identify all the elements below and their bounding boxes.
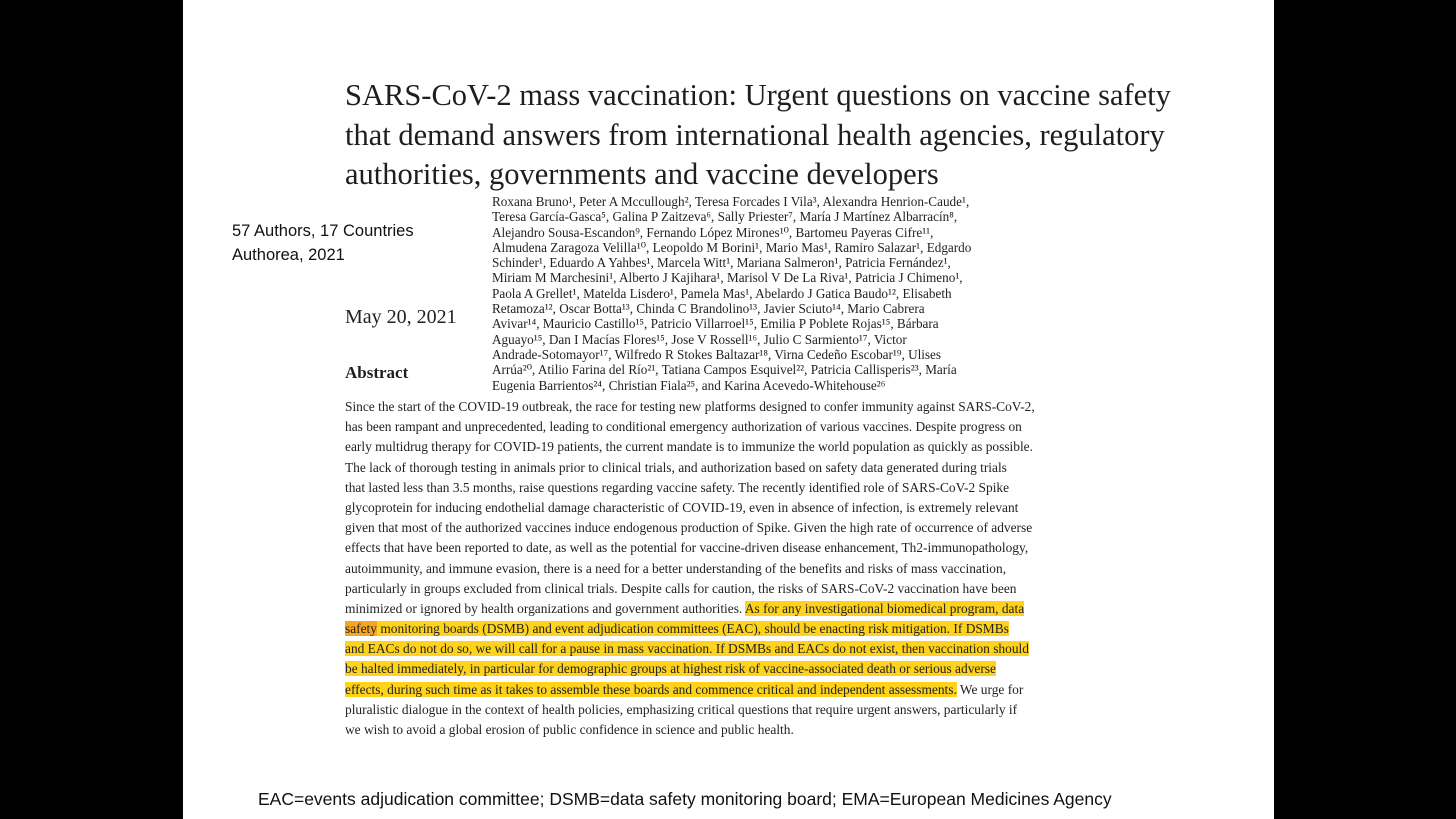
slide-footnote: EAC=events adjudication committee; DSMB=data safety monitoring board; EMA=European Medicines Agency <box>258 789 1112 809</box>
abstract-line: that lasted less than 3.5 months, raise questions regarding vaccine safety. The recently identified role of SARS-CoV-2 Spike <box>345 479 1010 495</box>
abstract-text-plain: We urge for <box>956 681 1024 697</box>
abstract-line: pluralistic dialogue in the context of health policies, emphasizing critical questions that require urgent answers, particularly if <box>345 701 1018 717</box>
abstract-line: autoimmunity, and immune evasion, there is a need for a better understanding of the benefits and risks of mass vaccination, <box>345 560 1007 576</box>
abstract-heading: Abstract <box>345 363 409 382</box>
side-note-source: Authorea, 2021 <box>232 246 345 264</box>
author-line: Paola A Grellet¹, Matelda Lisdero¹, Pamela Mas¹, Abelardo J Gatica Baudo¹², Elisabeth <box>492 285 952 301</box>
abstract-line: Since the start of the COVID-19 outbreak, the race for testing new platforms designed to confer immunity against SARS-CoV-2, <box>345 399 1035 414</box>
abstract-line: effects that have been reported to date, as well as the potential for vaccine-driven disease enhancement, Th2-immunopathology, <box>345 540 1029 556</box>
author-line: Andrade-Sotomayor¹⁷, Wilfredo R Stokes Baltazar¹⁸, Virna Cedeño Escobar¹⁹, Ulises <box>492 346 942 362</box>
side-note <box>232 219 414 267</box>
author-line: Eugenia Barrientos²⁴, Christian Fiala²⁵, and Karina Acevedo-Whitehouse²⁶ <box>492 377 886 393</box>
abstract-line: The lack of thorough testing in animals prior to clinical trials, and authorization based on safety data generated during trials <box>345 459 1007 475</box>
abstract-text-plain: minimized or ignored by health organizations and government authorities. <box>345 600 745 616</box>
title-line: authorities, governments and vaccine developers <box>345 157 939 191</box>
author-line: Retamoza¹², Oscar Botta¹³, Chinda C Brandolino¹³, Javier Sciuto¹⁴, Mario Cabrera <box>492 301 925 317</box>
title-line: SARS-CoV-2 mass vaccination: Urgent questions on vaccine safety <box>345 78 1171 112</box>
abstract-line <box>345 619 1151 639</box>
author-line: Avivar¹⁴, Mauricio Castillo¹⁵, Patricio Villarroel¹⁵, Emilia P Poblete Rojas¹⁵, Bárbara <box>492 316 939 332</box>
author-line: Aguayo¹⁵, Dan I Macías Flores¹⁵, Jose V Rossell¹⁶, Julio C Sarmiento¹⁷, Victor <box>492 331 907 347</box>
highlighted-text-strong: safety <box>345 621 377 637</box>
abstract-line: glycoprotein for inducing endothelial damage characteristic of COVID-19, even in absence of infection, is extremely relevant <box>345 499 1019 515</box>
author-list <box>492 194 1132 393</box>
author-line: Roxana Bruno¹, Peter A Mccullough², Teresa Forcades I Vila³, Alexandra Henrion-Caude¹, <box>492 194 970 209</box>
author-line: Miriam M Marchesini¹, Alberto J Kajihara¹, Marisol V De La Riva¹, Patricia J Chimeno¹, <box>492 270 963 286</box>
highlighted-text: effects, during such time as it takes to assemble these boards and commence critical and independent assessments. <box>345 681 957 697</box>
paper-title <box>345 76 1245 195</box>
abstract-line <box>345 639 1151 659</box>
title-line: that demand answers from international health agencies, regulatory <box>345 117 1165 152</box>
highlighted-text: and EACs do not do so, we will call for a pause in mass vaccination. If DSMBs and EACs do not exist, then vaccination should <box>345 641 1029 657</box>
author-line: Alejandro Sousa-Escandon⁹, Fernando López Mirones¹⁰, Bartomeu Payeras Cifre¹¹, <box>492 224 934 240</box>
abstract-line: particularly in groups excluded from clinical trials. Despite calls for caution, the risks of SARS-CoV-2 vaccination have been <box>345 580 1017 596</box>
side-note-authors: 57 Authors, 17 Countries <box>232 222 414 240</box>
publication-date: May 20, 2021 <box>345 306 457 328</box>
author-line: Schinder¹, Eduardo A Yahbes¹, Marcela Witt¹, Mariana Salmeron¹, Patricia Fernández¹, <box>492 255 951 271</box>
author-line: Almudena Zaragoza Velilla¹⁰, Leopoldo M Borini¹, Mario Mas¹, Ramiro Salazar¹, Edgardo <box>492 239 972 255</box>
abstract-line: given that most of the authorized vaccines induce endogenous production of Spike. Given the high rate of occurrence of adverse <box>345 520 1033 536</box>
abstract-line <box>345 680 1151 700</box>
slide <box>183 0 1274 819</box>
abstract-line: has been rampant and unprecedented, leading to conditional emergency authorization of various vaccines. Despite progress on <box>345 419 1022 435</box>
author-line: Arrúa²⁰, Atilio Farina del Río²¹, Tatiana Campos Esquivel²², Patricia Callisperis²³, María <box>492 362 957 378</box>
highlighted-text: As for any investigational biomedical program, data <box>744 600 1025 616</box>
abstract-line: we wish to avoid a global erosion of public confidence in science and public health. <box>345 722 794 737</box>
highlighted-text: monitoring boards (DSMB) and event adjudication committees (EAC), should be enacting risk mitigation. If DSMBs <box>376 621 1009 637</box>
highlighted-text: be halted immediately, in particular for demographic groups at highest risk of vaccine-associated death or serious adverse <box>345 661 996 677</box>
author-line: Teresa García-Gasca⁵, Galina P Zaitzeva⁶, Sally Priester⁷, María J Martínez Albarracín⁸, <box>492 209 958 225</box>
abstract-line: early multidrug therapy for COVID-19 patients, the current mandate is to immunize the world population as quickly as possible. <box>345 439 1033 455</box>
abstract-body <box>345 397 1151 740</box>
abstract-line <box>345 599 1151 619</box>
abstract-line <box>345 659 1151 679</box>
